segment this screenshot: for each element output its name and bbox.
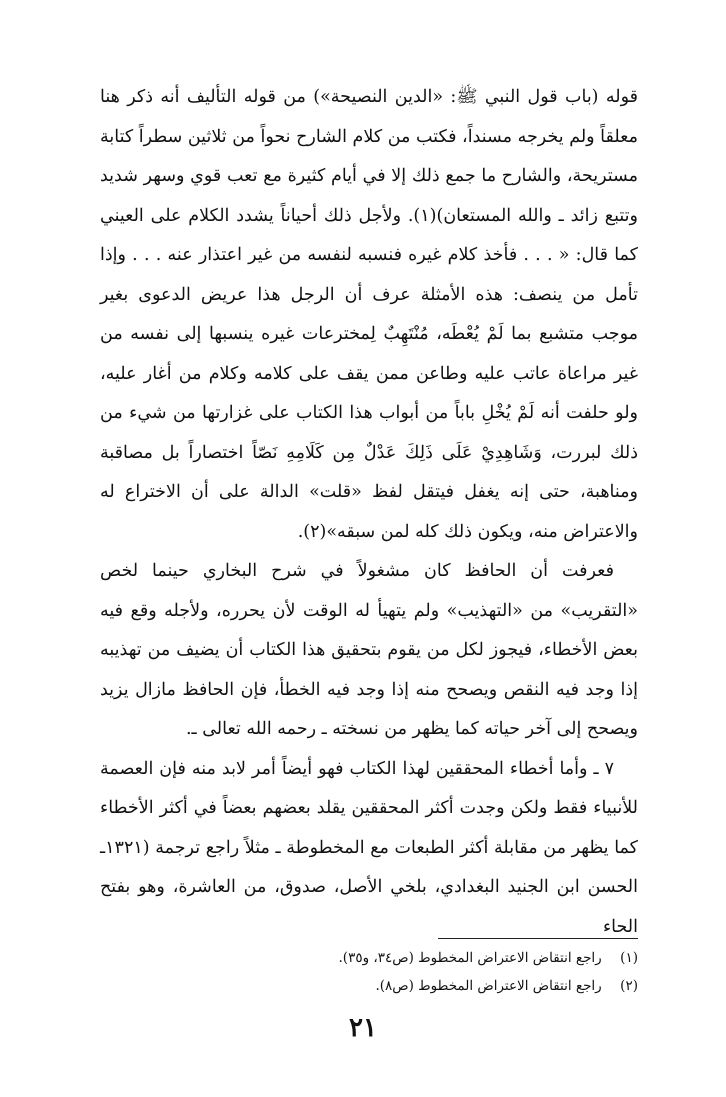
footnote-text: راجع انتقاض الاعتراض المخطوط (ص٣٤، و٣٥). xyxy=(338,950,602,966)
text-line: بل مصاقبة ومناهبة، حتى إنه يغفل فيتقل لفظ «قلت» الدالة على أن الاختراع له xyxy=(100,442,638,502)
paragraph-2 xyxy=(100,552,638,750)
text-line: ابن الجنيد البغدادي، بلخي الأصل، صدوق، من العاشرة، وهو بفتح الحاء xyxy=(100,877,638,937)
text-line: «التهذيب» ولم يتهيأ له الوقت لأن يحرره، ولأجله وقع فيه بعض الأخطاء، فيجوز xyxy=(100,600,638,660)
footnotes xyxy=(300,944,638,1000)
footnote-divider xyxy=(438,938,638,939)
text-line: المستعان)(١). ولأجل ذلك أحياناً يشدد الكلام على العيني كما قال: « . . . فأخذ xyxy=(100,205,638,265)
footnote-number: (٢) xyxy=(620,978,638,994)
text-line: لكل من يقوم بتحقيق هذا الكتاب أن يضيف من تهذيبه إذا وجد فيه النقص xyxy=(100,640,638,700)
text-line: فعرفت أن الحافظ كان مشغولاً في شرح البخاري حينما لخص «التقريب» من xyxy=(100,561,638,621)
text-line: والاعتراض منه، ويكون ذلك كله لمن سبقه»(٢). xyxy=(297,521,638,542)
page-number: ٢١ xyxy=(349,1013,377,1043)
footnote-number: (١) xyxy=(620,950,638,966)
main-text xyxy=(100,78,638,947)
text-line: ويصحح منه إذا وجد فيه الخطأ، فإن الحافظ مازال يزيد ويصحح إلى آخر حياته xyxy=(100,679,638,739)
text-line: ٧ ـ وأما أخطاء المحققين لهذا الكتاب فهو أيضاً أمر لابد منه فإن العصمة xyxy=(100,758,614,779)
paragraph-3 xyxy=(100,750,638,948)
text-line: عرف أن الرجل هذا عريض الدعوى بغير موجب متشبع بما لَمْ يُعْطَه، مُنْتَهِبٌ xyxy=(100,284,638,344)
text-line: لِمخترعات غيره ينسبها إلى نفسه من غير مراعاة عاتب عليه وطاعن ممن يقف على xyxy=(100,324,638,384)
paragraph-1 xyxy=(100,78,638,552)
footnote-text: راجع انتقاض الاعتراض المخطوط (ص٨). xyxy=(375,978,602,994)
footnote-2 xyxy=(300,972,638,1000)
text-line: يظهر من مقابلة أكثر الطبعات مع المخطوطة ـ مثلاً راجع ترجمة (١٣٢١ـ الحسن xyxy=(100,837,638,897)
text-line: يخرجه مسنداً، فكتب من كلام الشارح نحواً من ثلاثين سطراً كتابة مستريحة، xyxy=(100,126,638,186)
text-line: كلامه وكلام من أغار عليه، ولو حلفت أنه لَمْ يُخْلِ باباً من أبواب هذا الكتاب على xyxy=(100,363,638,423)
text-line: كلام غيره فنسبه لنفسه من غير اعتذار عنه . . . وإذا تأمل من ينصف: هذه الأمثلة xyxy=(100,245,638,305)
text-line: للأنبياء فقط ولكن وجدت أكثر المحققين يقلد بعضهم بعضاً في أكثر الأخطاء كما xyxy=(100,798,638,858)
text-line: والشارح ما جمع ذلك إلا في أيام كثيرة مع تعب قوي وسهر شديد وتتبع زائد ـ والله xyxy=(100,166,638,226)
text-line: قوله (باب قول النبي ﷺ: «الدين النصيحة») من قوله التأليف أنه ذكر هنا معلقاً ولم xyxy=(100,87,638,147)
text-line: غزارتها من شيء من ذلك لبررت، وَشَاهِدِيْ عَلَى ذَلِكَ عَدْلٌ مِن كَلَامِهِ نَصّاً اختصاراً xyxy=(100,403,638,463)
text-line: كما يظهر من نسخته ـ رحمه الله تعالى ـ. xyxy=(185,719,479,739)
footnote-1 xyxy=(300,944,638,972)
